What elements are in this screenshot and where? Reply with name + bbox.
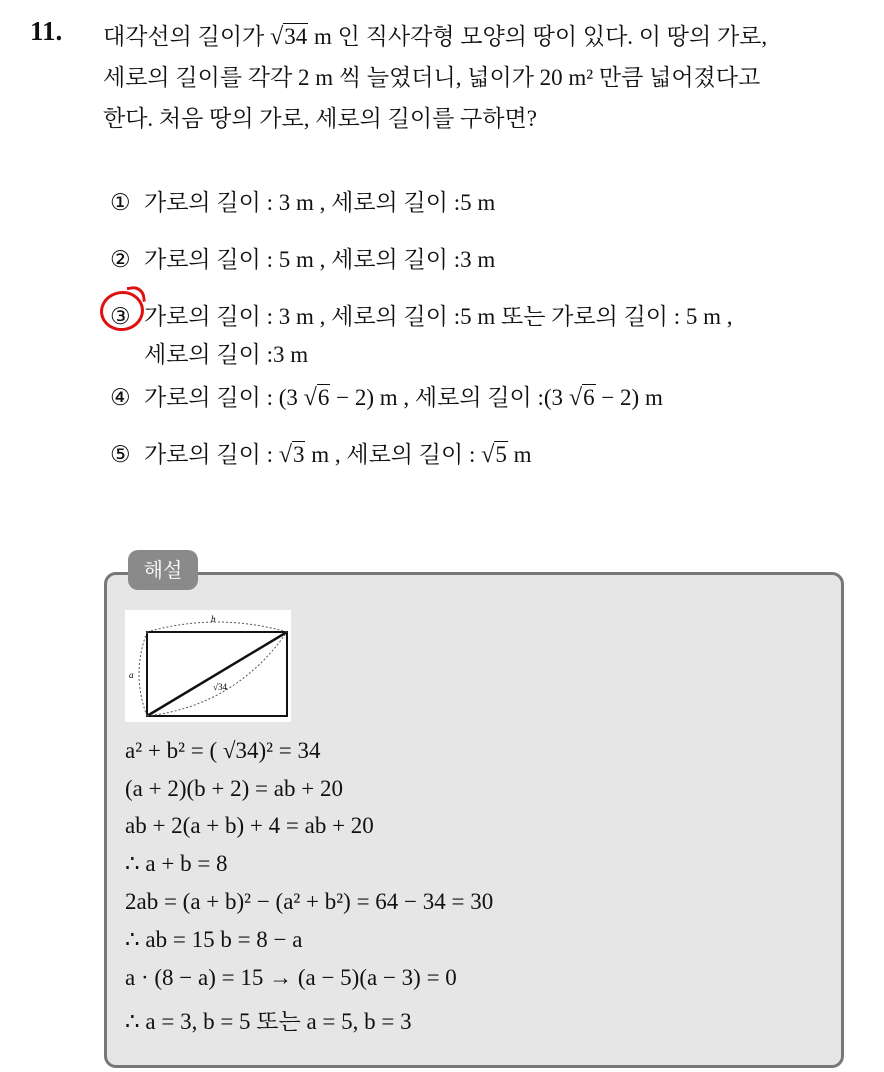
option-1[interactable]	[110, 184, 495, 217]
solution-line-3: ab + 2(a + b) + 4 = ab + 20	[125, 813, 374, 838]
sqrt-6-b: √6	[568, 384, 595, 411]
radicand-6-b: 6	[583, 385, 595, 410]
option-3-text: 가로의 길이 : 3 m , 세로의 길이 :5 m 또는 가로의 길이 : 5 m ,	[144, 304, 733, 329]
radicand-34: 34	[284, 24, 308, 49]
figure-brace-a	[139, 632, 147, 716]
option-4-text-a: 가로의 길이 : (3	[144, 385, 304, 410]
question-line-1-end: m 인 직사각형 모양의 땅이 있다. 이 땅의 가로,	[308, 24, 768, 49]
option-3-text-line-2: 세로의 길이 :3 m	[144, 342, 309, 367]
radicand-3: 3	[292, 442, 305, 467]
option-4-text-c: − 2) m	[595, 385, 663, 410]
option-4-marker: ④	[110, 385, 131, 410]
option-5-text-b: m , 세로의 길이 :	[305, 442, 482, 467]
figure-label-diagonal: √34	[213, 682, 227, 692]
sqrt-6-a: √6	[303, 384, 330, 411]
sqrt-3: √3	[278, 441, 305, 468]
option-2-marker: ②	[110, 247, 131, 272]
option-5-text-c: m	[507, 442, 532, 467]
solution-line-2: (a + 2)(b + 2) = ab + 20	[125, 776, 343, 801]
rectangle-figure	[125, 610, 291, 722]
option-4[interactable]	[110, 379, 663, 412]
question-line-1-start: 대각선의 길이가	[103, 24, 271, 49]
sqrt-34: √34	[270, 23, 308, 50]
question-line-2: 세로의 길이를 각각 2 m 씩 늘였더니, 넓이가 20 m² 만큼 넓어졌다고	[103, 65, 761, 90]
question-line-3: 한다. 처음 땅의 가로, 세로의 길이를 구하면?	[103, 106, 537, 131]
option-5-text-a: 가로의 길이 :	[144, 442, 279, 467]
solution-line-7: a · (8 − a) = 15 → (a − 5)(a − 3) = 0	[125, 965, 457, 990]
option-5-marker: ⑤	[110, 442, 131, 467]
radicand-6-a: 6	[317, 385, 330, 410]
option-4-text-b: − 2) m , 세로의 길이 :(3	[330, 385, 569, 410]
option-3-continuation	[144, 336, 308, 369]
option-1-marker: ①	[110, 190, 131, 215]
figure-diagonal	[147, 632, 287, 716]
question-line-1	[103, 16, 873, 57]
explanation-tag: 해설	[128, 550, 198, 590]
option-3[interactable]	[110, 298, 733, 331]
solution-line-8: ∴ a = 3, b = 5 또는 a = 5, b = 3	[125, 1009, 412, 1034]
option-2-text: 가로의 길이 : 5 m , 세로의 길이 :3 m	[144, 247, 496, 272]
figure-brace-b	[147, 622, 287, 632]
option-5[interactable]	[110, 436, 532, 469]
solution-line-5: 2ab = (a + b)² − (a² + b²) = 64 − 34 = 30	[125, 889, 494, 914]
figure-label-b: b	[211, 614, 216, 624]
solution-line-6: ∴ ab = 15 b = 8 − a	[125, 927, 303, 952]
option-1-text: 가로의 길이 : 3 m , 세로의 길이 :5 m	[144, 190, 496, 215]
solution-line-1: a² + b² = ( √34)² = 34	[125, 738, 321, 763]
solution-line-4: ∴ a + b = 8	[125, 851, 228, 876]
option-2[interactable]	[110, 241, 495, 274]
option-3-marker: ③	[110, 304, 131, 329]
figure-label-a: a	[129, 670, 134, 680]
question-stem	[103, 16, 873, 139]
sqrt-5: √5	[481, 441, 507, 468]
question-number: 11.	[30, 16, 63, 46]
radicand-5: 5	[495, 442, 507, 467]
